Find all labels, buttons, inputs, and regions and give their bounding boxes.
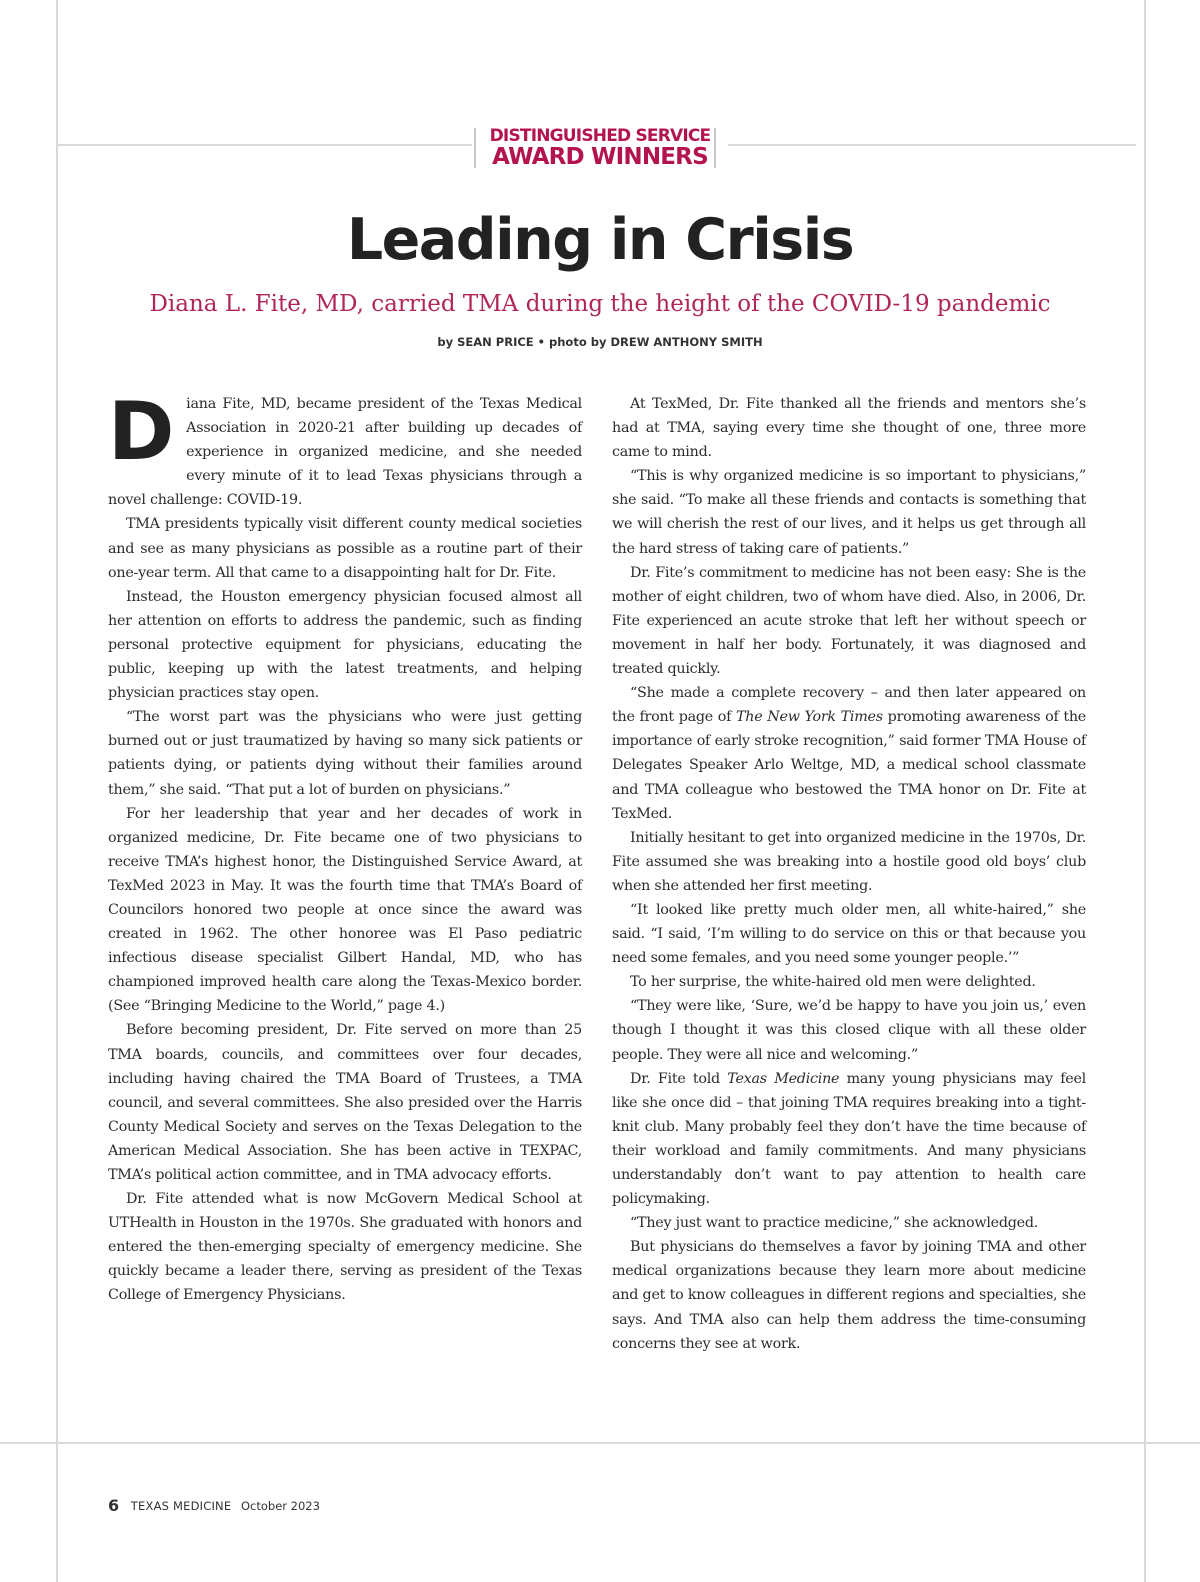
section-label [478,127,722,169]
section-bar-left [474,128,476,168]
paragraph: “They just want to practice medicine,” she acknowledged. [630,1215,1039,1232]
article-column-1 [108,385,582,1308]
paragraph: For her leadership that year and her decades of work in organized medicine, Dr. Fite became one of two physicians to receive TMA’s highest honor, the Distinguished Service Award, at TexMed 2023 in May. It was the fourth time that TMA’s Board of Councilors honored two people at once since the award was created in 1962. The other honoree was El Paso pediatric infectious disease specialist Gilbert Handal, MD, who has championed improved health care along the Texas-Mexico border. (See “Bringing Medicine to the World,” page 4.) [108,805,582,1015]
paragraph: Dr. Fite attended what is now McGovern Medical School at UTHealth in Houston in the 1970s. She graduated with honors and entered the then-emerging specialty of emergency medicine. She quickly became a leader there, serving as president of the Texas College of Emergency Physicians. [108,1191,582,1304]
page-footer [108,1496,320,1518]
paragraph: “This is why organized medicine is so important to physicians,” she said. “To make all these friends and contacts is something that we will cherish the rest of our lives, and it helps us get through all the hard stress of taking care of patients.” [612,468,1086,557]
publication-title: Texas Medicine [727,1070,840,1087]
header-rule-left [56,144,472,146]
header-rule-right [728,144,1136,146]
byline: by SEAN PRICE • photo by DREW ANTHONY SMITH [437,335,763,349]
paragraph-lead: Diana Fite, MD, became president of the Texas Medical Association in 2020-21 after building up decades of experience in organized medicine, and she needed every minute of it to lead Texas physicians through a novel challenge: COVID-19. [108,385,582,509]
section-label-line2: AWARD WINNERS [492,144,708,170]
paragraph: Dr. Fite told Texas Medicine many young physicians may feel like she once did – that joining TMA requires breaking into a tight-knit club. Many probably feel they don’t have the time because of their workload and family commitments. And many physicians understandably don’t want to pay attention to health care policymaking. [612,1070,1086,1208]
paragraph: “It looked like pretty much older men, all white-haired,” she said. “I said, ‘I’m willing to do service on this or that because you need some females, and you need some younger people.’” [612,901,1086,967]
paragraph: Instead, the Houston emergency physician focused almost all her attention on efforts to address the pandemic, such as finding personal protective equipment for physicians, educating the public, keeping up with the latest treatments, and helping physician practices stay open. [108,588,582,702]
drop-cap: D [108,385,175,478]
publication-title: The New York Times [736,709,883,726]
publication-name: TEXAS MEDICINE [130,1499,232,1513]
paragraph: At TexMed, Dr. Fite thanked all the friends and mentors she’s had at TMA, saying every time she thought of one, three more came to mind. [612,396,1086,461]
paragraph: To her surprise, the white-haired old men were delighted. [630,974,1036,991]
section-label-line1: DISTINGUISHED SERVICE [489,126,711,146]
paragraph: “The worst part was the physicians who were just getting burned out or just traumatized by having so many sick patients or patients dying, or patients dying without their families around them,” she said. “That put a lot of burden on physicians.” [108,709,582,798]
footer-rule [0,1442,1200,1444]
page-number: 6 [108,1496,120,1515]
issue-date: October 2023 [240,1499,320,1513]
paragraph: “They were like, ‘Sure, we’d be happy to have you join us,’ even though I thought it was this closed clique with all these older people. They were all nice and welcoming.” [612,998,1086,1063]
paragraph: TMA presidents typically visit different county medical societies and see as many physicians as possible as a routine part of their one-year term. All that came to a disappointing halt for Dr. Fite. [108,516,582,581]
paragraph: “She made a complete recovery – and then later appeared on the front page of The New York Times promoting awareness of the importance of early stroke recognition,” said former TMA House of Delegates Speaker Arlo Weltge, MD, a medical school classmate and TMA colleague who bestowed the TMA honor on Dr. Fite at TexMed. [612,685,1086,822]
paragraph: But physicians do themselves a favor by joining TMA and other medical organizations because they learn more about medicine and get to know colleagues in different regions and specialties, she says. And TMA also can help them address the time-consuming concerns they see at work. [612,1239,1086,1352]
paragraph: Initially hesitant to get into organized medicine in the 1970s, Dr. Fite assumed she was breaking into a hostile good old boys’ club when she attended her first meeting. [612,829,1086,894]
article-column-2 [612,392,1086,1356]
paragraph: Dr. Fite’s commitment to medicine has not been easy: She is the mother of eight children, two of whom have died. Also, in 2006, Dr. Fite experienced an acute stroke that left her without speech or movement in half her body. Fortunately, it was diagnosed and treated quickly. [612,564,1086,678]
page-title: Leading in Crisis [346,207,854,273]
paragraph: Before becoming president, Dr. Fite served on more than 25 TMA boards, councils, and committees over four decades, including having chaired the TMA Board of Trustees, a TMA council, and several committees. She also presided over the Harris County Medical Society and serves on the Texas Delegation to the American Medical Association. She has been active in TEXPAC, TMA’s political action committee, and in TMA advocacy efforts. [108,1022,582,1183]
subtitle: Diana L. Fite, MD, carried TMA during the height of the COVID-19 pandemic [149,291,1051,317]
